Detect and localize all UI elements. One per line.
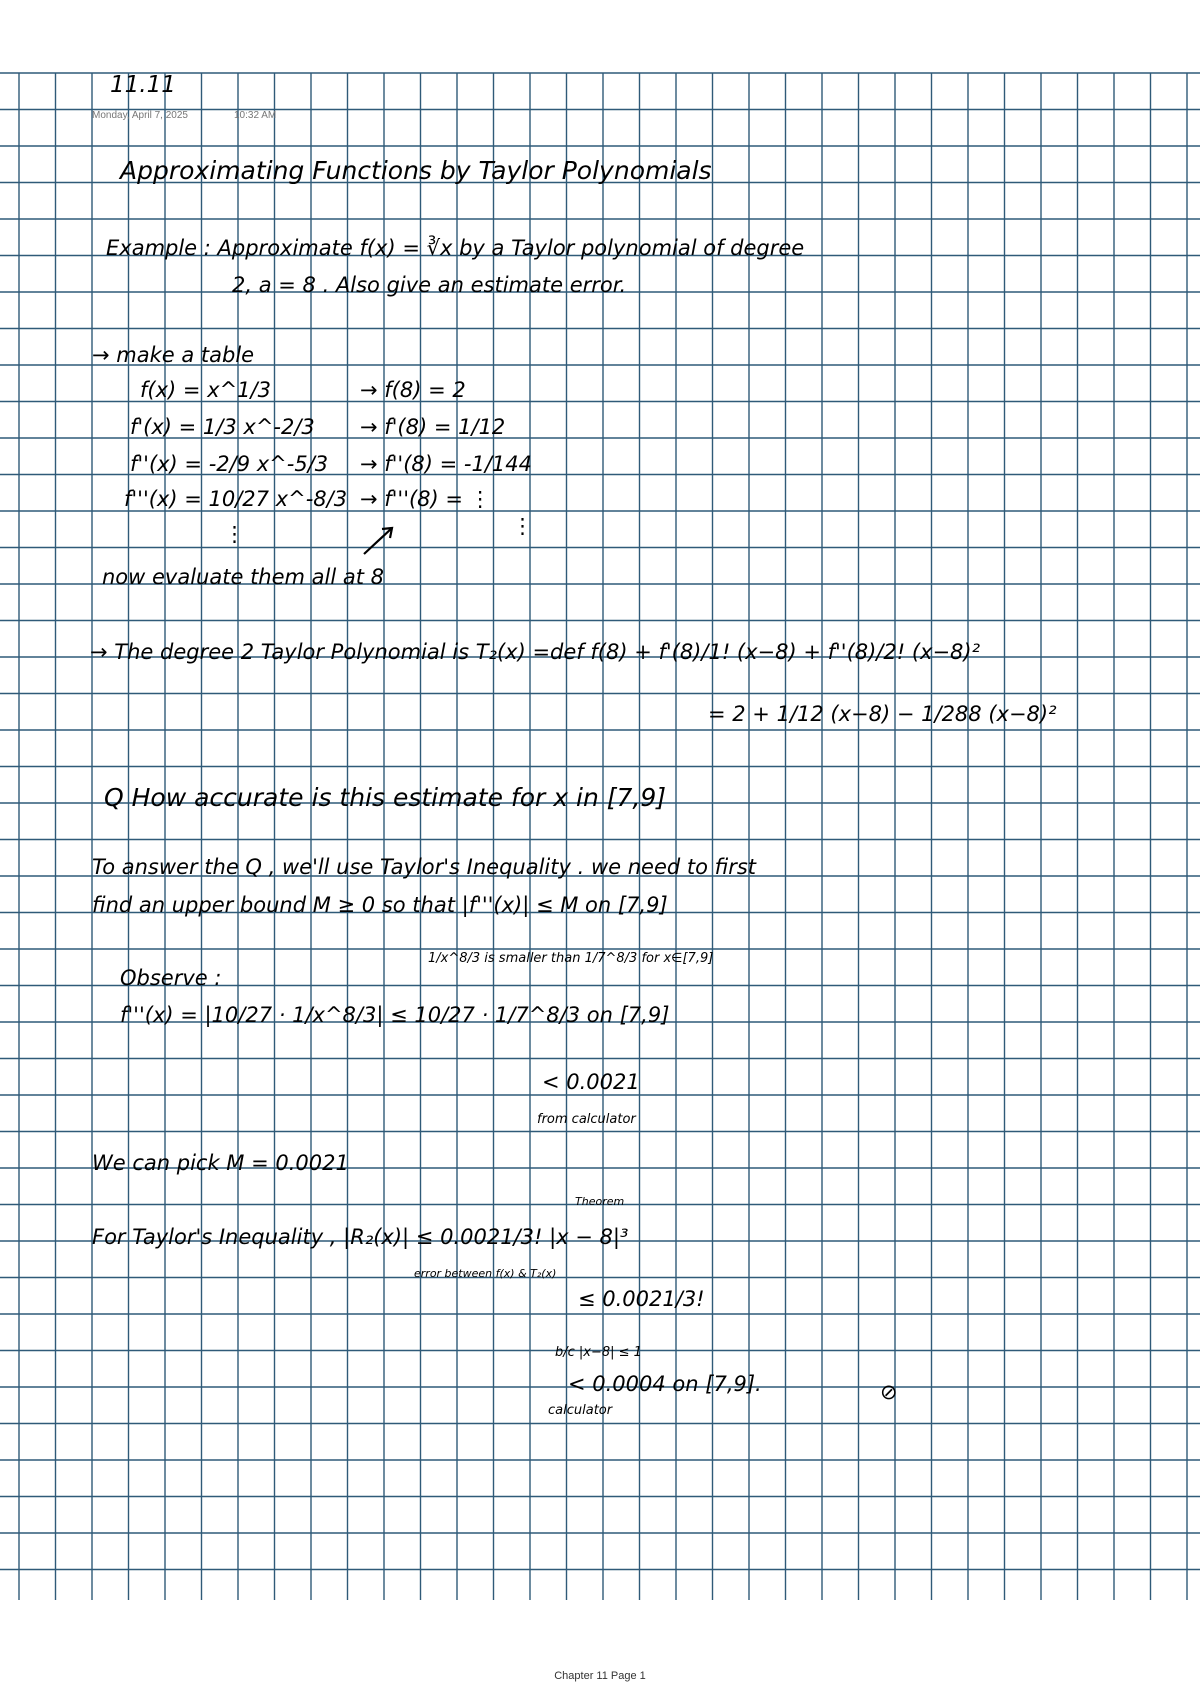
observe-label: Observe : [120,966,222,990]
pick-m: We can pick M = 0.0021 [92,1151,349,1175]
page-title: Approximating Functions by Taylor Polynomials [120,156,712,185]
taylor-line-1: → The degree 2 Taylor Polynomial is T₂(x) =def f(8) + f'(8)/1! (x−8) + f''(8)/2! (x−8)² [90,640,981,664]
table-intro: → make a table [92,343,255,367]
table-row-4-left: f'''(x) = 10/27 x^-8/3 [124,487,348,511]
note-date: Monday, April 7, 2025 [92,110,188,121]
table-row-4-right: → f'''(8) = ⋮ [360,487,491,511]
table-note: now evaluate them all at 8 [102,565,385,589]
observe-inequality: f'''(x) = |10/27 · 1/x^8/3| ≤ 10/27 · 1/7^8/3 on [7,9] [120,1003,670,1027]
page-footer: Chapter 11 Page 1 [554,1670,646,1682]
observe-bound-note: from calculator [537,1112,636,1127]
answer-line-2: find an upper bound M ≥ 0 so that |f'''(x)| ≤ M on [7,9] [92,893,668,917]
table-row-3-right: → f''(8) = -1/144 [360,452,532,476]
observe-note: 1/x^8/3 is smaller than 1/7^8/3 for x∈[7,9] [428,951,714,966]
arrow-up-right-icon [360,522,400,558]
example-line-1: Example : Approximate f(x) = ∛x by a Taylor polynomial of degree [106,236,805,260]
inequality-line-1: For Taylor's Inequality , |R₂(x)| ≤ 0.0021/3! |x − 8|³ [92,1225,629,1249]
remainder-note: error between f(x) & T₂(x) [414,1267,557,1280]
calculator-note: calculator [548,1403,613,1418]
section-number: 11.11 [110,72,176,98]
inequality-line-3: < 0.0004 on [7,9]. [568,1372,762,1396]
table-row-1-left: f(x) = x^1/3 [140,378,271,402]
table-row-3-left: f''(x) = -2/9 x^-5/3 [130,452,329,476]
table-row-1-right: → f(8) = 2 [360,378,466,402]
example-line-2: 2, a = 8 . Also give an estimate error. [232,273,627,297]
qed-symbol: ⊘ [880,1380,898,1404]
table-row-2-left: f'(x) = 1/3 x^-2/3 [130,415,315,439]
table-row-2-right: → f'(8) = 1/12 [360,415,506,439]
taylor-line-2: = 2 + 1/12 (x−8) − 1/288 (x−8)² [708,702,1057,726]
theorem-label: Theorem [575,1195,625,1208]
question: Q How accurate is this estimate for x in [7,9] [104,783,666,812]
inequality-line-2: ≤ 0.0021/3! [578,1287,705,1311]
answer-line-1: To answer the Q , we'll use Taylor's Inequality . we need to first [92,855,757,879]
note-time: 10:32 AM [234,110,277,121]
table-dots-right: ⋮ [512,514,533,538]
observe-bound: < 0.0021 [542,1070,640,1094]
step-note: b/c |x−8| ≤ 1 [555,1345,642,1360]
table-dots-left: ⋮ [224,522,245,546]
